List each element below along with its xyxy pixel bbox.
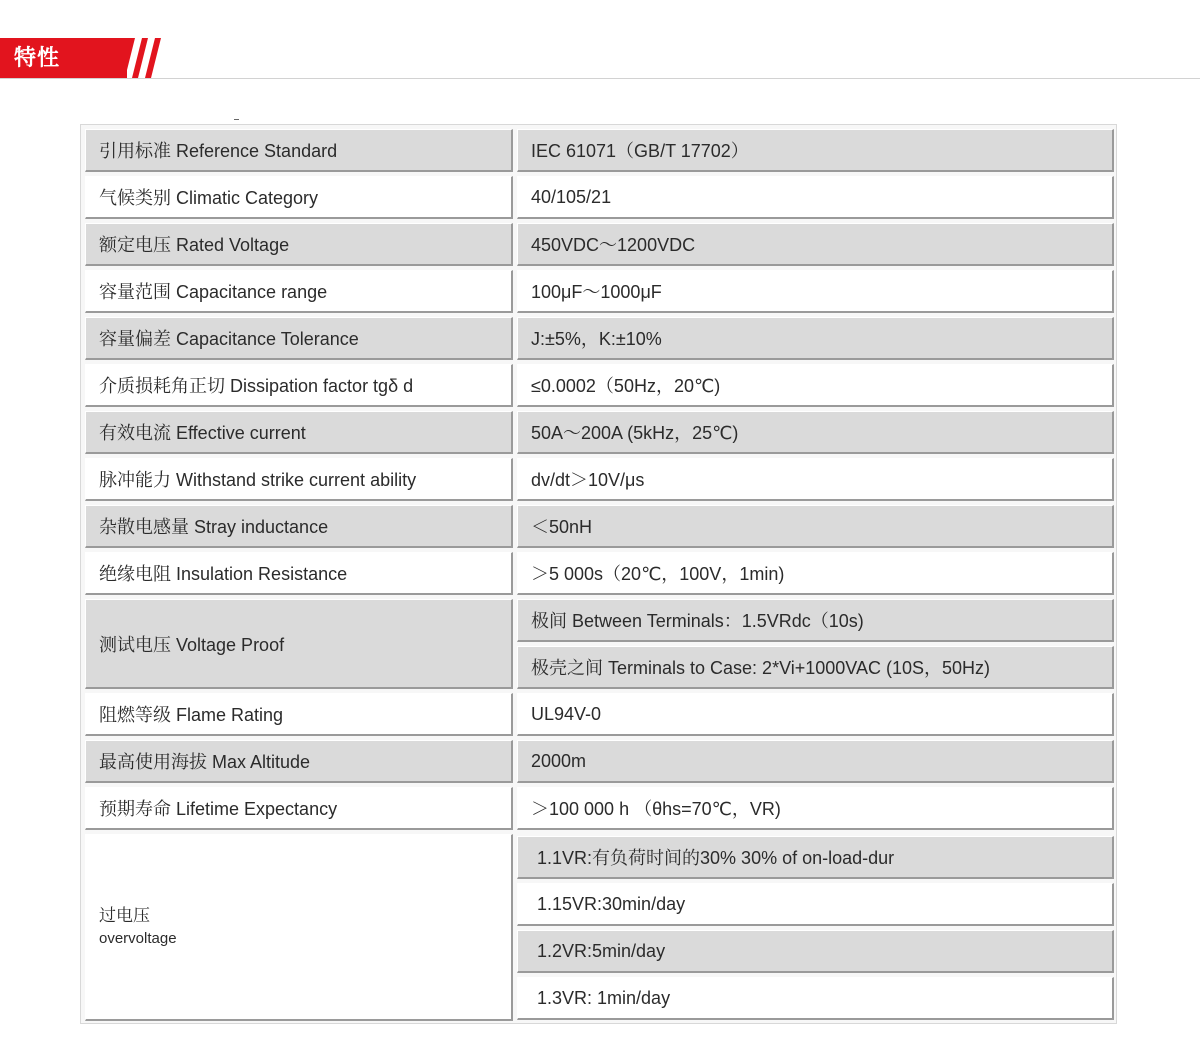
spec-label-capacitance-tolerance: 容量偏差 Capacitance Tolerance xyxy=(85,317,513,360)
spec-label-rated-voltage: 额定电压 Rated Voltage xyxy=(85,223,513,266)
spec-value-lifetime-expectancy: ＞100 000 h （θhs=70℃，VR) xyxy=(517,787,1114,830)
spec-label-dissipation-factor: 介质损耗角正切 Dissipation factor tgδ d xyxy=(85,364,513,407)
spec-value-dissipation-factor: ≤0.0002（50Hz，20℃) xyxy=(517,364,1114,407)
spec-label-max-altitude: 最高使用海拔 Max Altitude xyxy=(85,740,513,783)
spec-value-flame-rating: UL94V-0 xyxy=(517,693,1114,736)
section-header xyxy=(0,38,1200,80)
divider-mark xyxy=(234,119,239,120)
spec-label-insulation-resistance: 绝缘电阻 Insulation Resistance xyxy=(85,552,513,595)
spec-value-overvoltage-4: 1.3VR: 1min/day xyxy=(517,977,1114,1020)
spec-value-overvoltage-1: 1.1VR:有负荷时间的30% 30% of on-load-dur xyxy=(517,836,1114,879)
overvoltage-label-zh: 过电压 xyxy=(99,906,150,926)
spec-label-reference-standard: 引用标准 Reference Standard xyxy=(85,129,513,172)
spec-label-effective-current: 有效电流 Effective current xyxy=(85,411,513,454)
spec-label-capacitance-range: 容量范围 Capacitance range xyxy=(85,270,513,313)
overvoltage-label-en: overvoltage xyxy=(99,930,177,947)
spec-label-stray-inductance: 杂散电感量 Stray inductance xyxy=(85,505,513,548)
spec-label-climatic-category: 气候类别 Climatic Category xyxy=(85,176,513,219)
spec-value-overvoltage-2: 1.15VR:30min/day xyxy=(517,883,1114,926)
spec-value-voltage-proof-case: 极壳之间 Terminals to Case: 2*Vi+1000VAC (10S，50Hz) xyxy=(517,646,1114,689)
spec-label-flame-rating: 阻燃等级 Flame Rating xyxy=(85,693,513,736)
section-title: 特性 xyxy=(14,45,61,70)
spec-value-climatic-category: 40/105/21 xyxy=(517,176,1114,219)
spec-value-overvoltage-3: 1.2VR:5min/day xyxy=(517,930,1114,973)
spec-value-rated-voltage: 450VDC～1200VDC xyxy=(517,223,1114,266)
spec-label-lifetime-expectancy: 预期寿命 Lifetime Expectancy xyxy=(85,787,513,830)
spec-label-voltage-proof: 测试电压 Voltage Proof xyxy=(85,599,513,689)
spec-value-max-altitude: 2000m xyxy=(517,740,1114,783)
header-stripe xyxy=(145,38,161,78)
header-divider xyxy=(0,78,1200,79)
spec-value-strike-current: dv/dt＞10V/μs xyxy=(517,458,1114,501)
spec-value-voltage-proof-terminals: 极间 Between Terminals：1.5VRdc（10s) xyxy=(517,599,1114,642)
spec-value-capacitance-tolerance: J:±5%，K:±10% xyxy=(517,317,1114,360)
spec-label-strike-current: 脉冲能力 Withstand strike current ability xyxy=(85,458,513,501)
spec-value-effective-current: 50A～200A (5kHz，25℃) xyxy=(517,411,1114,454)
spec-value-insulation-resistance: ＞5 000s（20℃，100V，1min) xyxy=(517,552,1114,595)
spec-value-reference-standard: IEC 61071（GB/T 17702） xyxy=(517,129,1114,172)
spec-label-overvoltage xyxy=(85,834,513,1021)
spec-value-stray-inductance: ＜50nH xyxy=(517,505,1114,548)
spec-value-capacitance-range: 100μF～1000μF xyxy=(517,270,1114,313)
spec-table xyxy=(80,124,1117,1024)
